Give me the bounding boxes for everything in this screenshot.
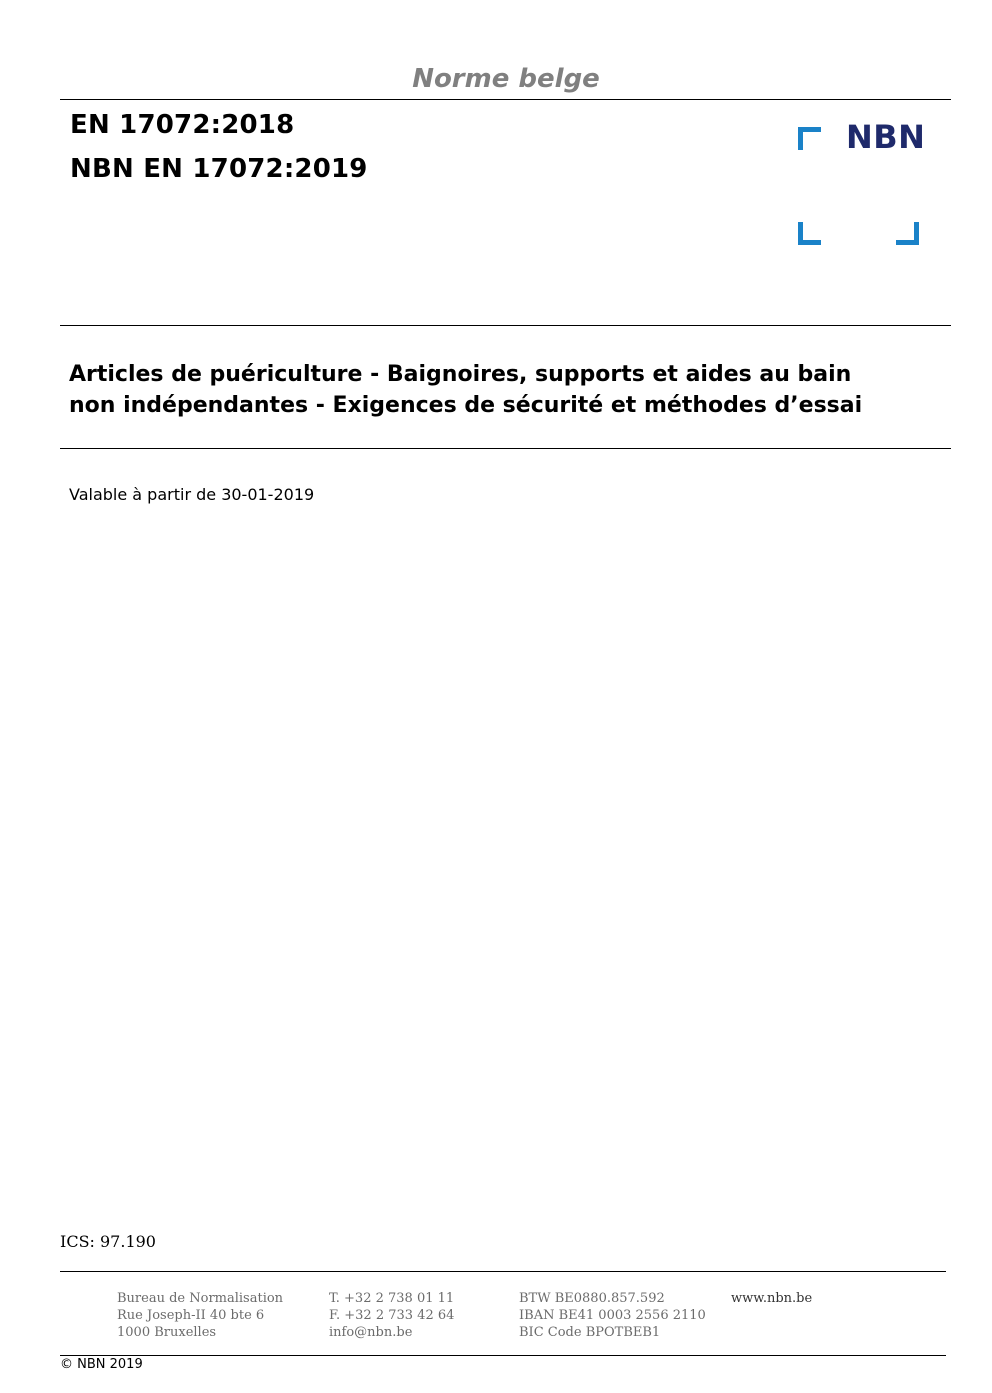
website-link[interactable]: www.nbn.be bbox=[731, 1291, 813, 1306]
footer-contact bbox=[329, 1290, 454, 1341]
copyright: © NBN 2019 bbox=[60, 1357, 143, 1372]
address-line: 1000 Bruxelles bbox=[117, 1325, 217, 1340]
footer-top-divider bbox=[60, 1271, 946, 1272]
footer-website[interactable] bbox=[731, 1290, 812, 1307]
title-top-divider bbox=[60, 325, 951, 326]
logo-text: NBN bbox=[846, 118, 926, 156]
standard-nbn-number: NBN EN 17072:2019 bbox=[70, 154, 368, 184]
bank-iban: IBAN BE41 0003 2556 2110 bbox=[519, 1308, 706, 1323]
logo-corner-bottom-right bbox=[896, 222, 919, 245]
title-bottom-divider bbox=[60, 448, 951, 449]
contact-phone: T. +32 2 738 01 11 bbox=[329, 1291, 455, 1306]
bank-vat: BTW BE0880.857.592 bbox=[519, 1291, 665, 1306]
bank-bic: BIC Code BPOTBEB1 bbox=[519, 1325, 661, 1340]
footer-address bbox=[117, 1290, 283, 1341]
validity-date: Valable à partir de 30-01-2019 bbox=[69, 485, 315, 504]
address-line: Rue Joseph-II 40 bte 6 bbox=[117, 1308, 265, 1323]
footer-bottom-divider bbox=[60, 1355, 946, 1356]
ics-code: ICS: 97.190 bbox=[60, 1232, 156, 1251]
footer-bank bbox=[519, 1290, 706, 1341]
address-line: Bureau de Normalisation bbox=[117, 1291, 284, 1306]
title-line-1: Articles de puériculture - Baignoires, supports et aides au bain bbox=[69, 362, 852, 387]
header-divider bbox=[60, 99, 951, 100]
contact-email[interactable]: info@nbn.be bbox=[329, 1325, 413, 1340]
contact-fax: F. +32 2 733 42 64 bbox=[329, 1308, 455, 1323]
title-line-2: non indépendantes - Exigences de sécurité et méthodes d’essai bbox=[69, 393, 863, 418]
document-title bbox=[69, 359, 939, 421]
logo-corner-top-left bbox=[798, 127, 821, 150]
norme-belge-label: Norme belge bbox=[412, 64, 600, 94]
standard-en-number: EN 17072:2018 bbox=[70, 110, 295, 140]
logo-corner-bottom-left bbox=[798, 222, 821, 245]
